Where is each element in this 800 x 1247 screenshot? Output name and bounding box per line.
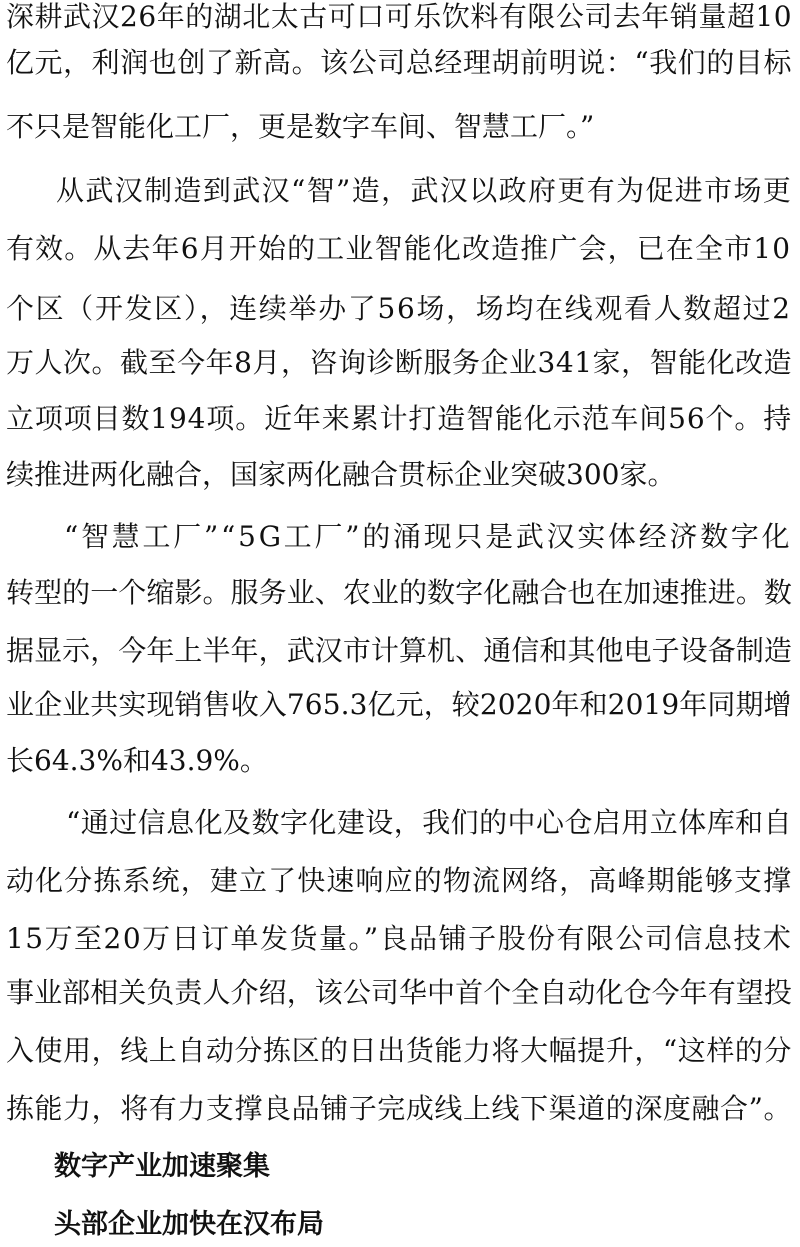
paragraph-3-line-3: 据显示，今年上半年，武汉市计算机、通信和其他电子设备制造	[6, 634, 792, 667]
paragraph-2-line-5: 立项项目数194项。近年来累计打造智能化示范车间56个。持	[6, 402, 793, 435]
paragraph-3-line-2: 转型的一个缩影。服务业、农业的数字化融合也在加速推进。数	[6, 576, 792, 609]
paragraph-4-line-1: “通过信息化及数字化建设，我们的中心仓启用立体库和自	[66, 806, 793, 839]
paragraph-2-line-4: 万人次。截至今年8月，咨询诊断服务企业341家，智能化改造	[6, 346, 793, 379]
paragraph-4-line-2: 动化分拣系统，建立了快速响应的物流网络，高峰期能够支撑	[6, 864, 793, 897]
paragraph-2-line-6: 续推进两化融合，国家两化融合贯标企业突破300家。	[6, 458, 676, 491]
paragraph-3-line-4: 业企业共实现销售收入765.3亿元，较2020年和2019年同期增	[6, 688, 792, 721]
section-heading-leading-enterprises: 头部企业加快在汉布局	[54, 1209, 324, 1240]
paragraph-4-line-5: 入使用，线上自动分拣区的日出货能力将大幅提升，“这样的分	[6, 1034, 793, 1067]
paragraph-4-line-4: 事业部相关负责人介绍，该公司华中首个全自动化仓今年有望投	[6, 976, 792, 1009]
paragraph-1-line-1: 深耕武汉26年的湖北太古可口可乐饮料有限公司去年销量超10	[6, 0, 793, 33]
paragraph-1-line-2: 亿元，利润也创了新高。该公司总经理胡前明说：“我们的目标	[6, 46, 793, 79]
paragraph-4-line-6: 拣能力，将有力支撑良品铺子完成线上线下渠道的深度融合”。	[6, 1092, 793, 1125]
paragraph-3-line-5: 长64.3%和43.9%。	[6, 744, 268, 777]
section-heading-digital-industry: 数字产业加速聚集	[54, 1151, 270, 1182]
paragraph-2-line-3: 个区（开发区），连续举办了56场，场均在线观看人数超过2	[6, 292, 792, 325]
paragraph-1-line-3: 不只是智能化工厂，更是数字车间、智慧工厂。”	[6, 110, 595, 143]
paragraph-3-line-1: “智慧工厂”“5G工厂”的涌现只是武汉实体经济数字化	[64, 520, 793, 553]
paragraph-2-line-2: 有效。从去年6月开始的工业智能化改造推广会，已在全市10	[6, 232, 792, 265]
paragraph-2-line-1: 从武汉制造到武汉“智”造，武汉以政府更有为促进市场更	[56, 174, 793, 207]
paragraph-4-line-3: 15万至20万日订单发货量。”良品铺子股份有限公司信息技术	[6, 922, 793, 955]
